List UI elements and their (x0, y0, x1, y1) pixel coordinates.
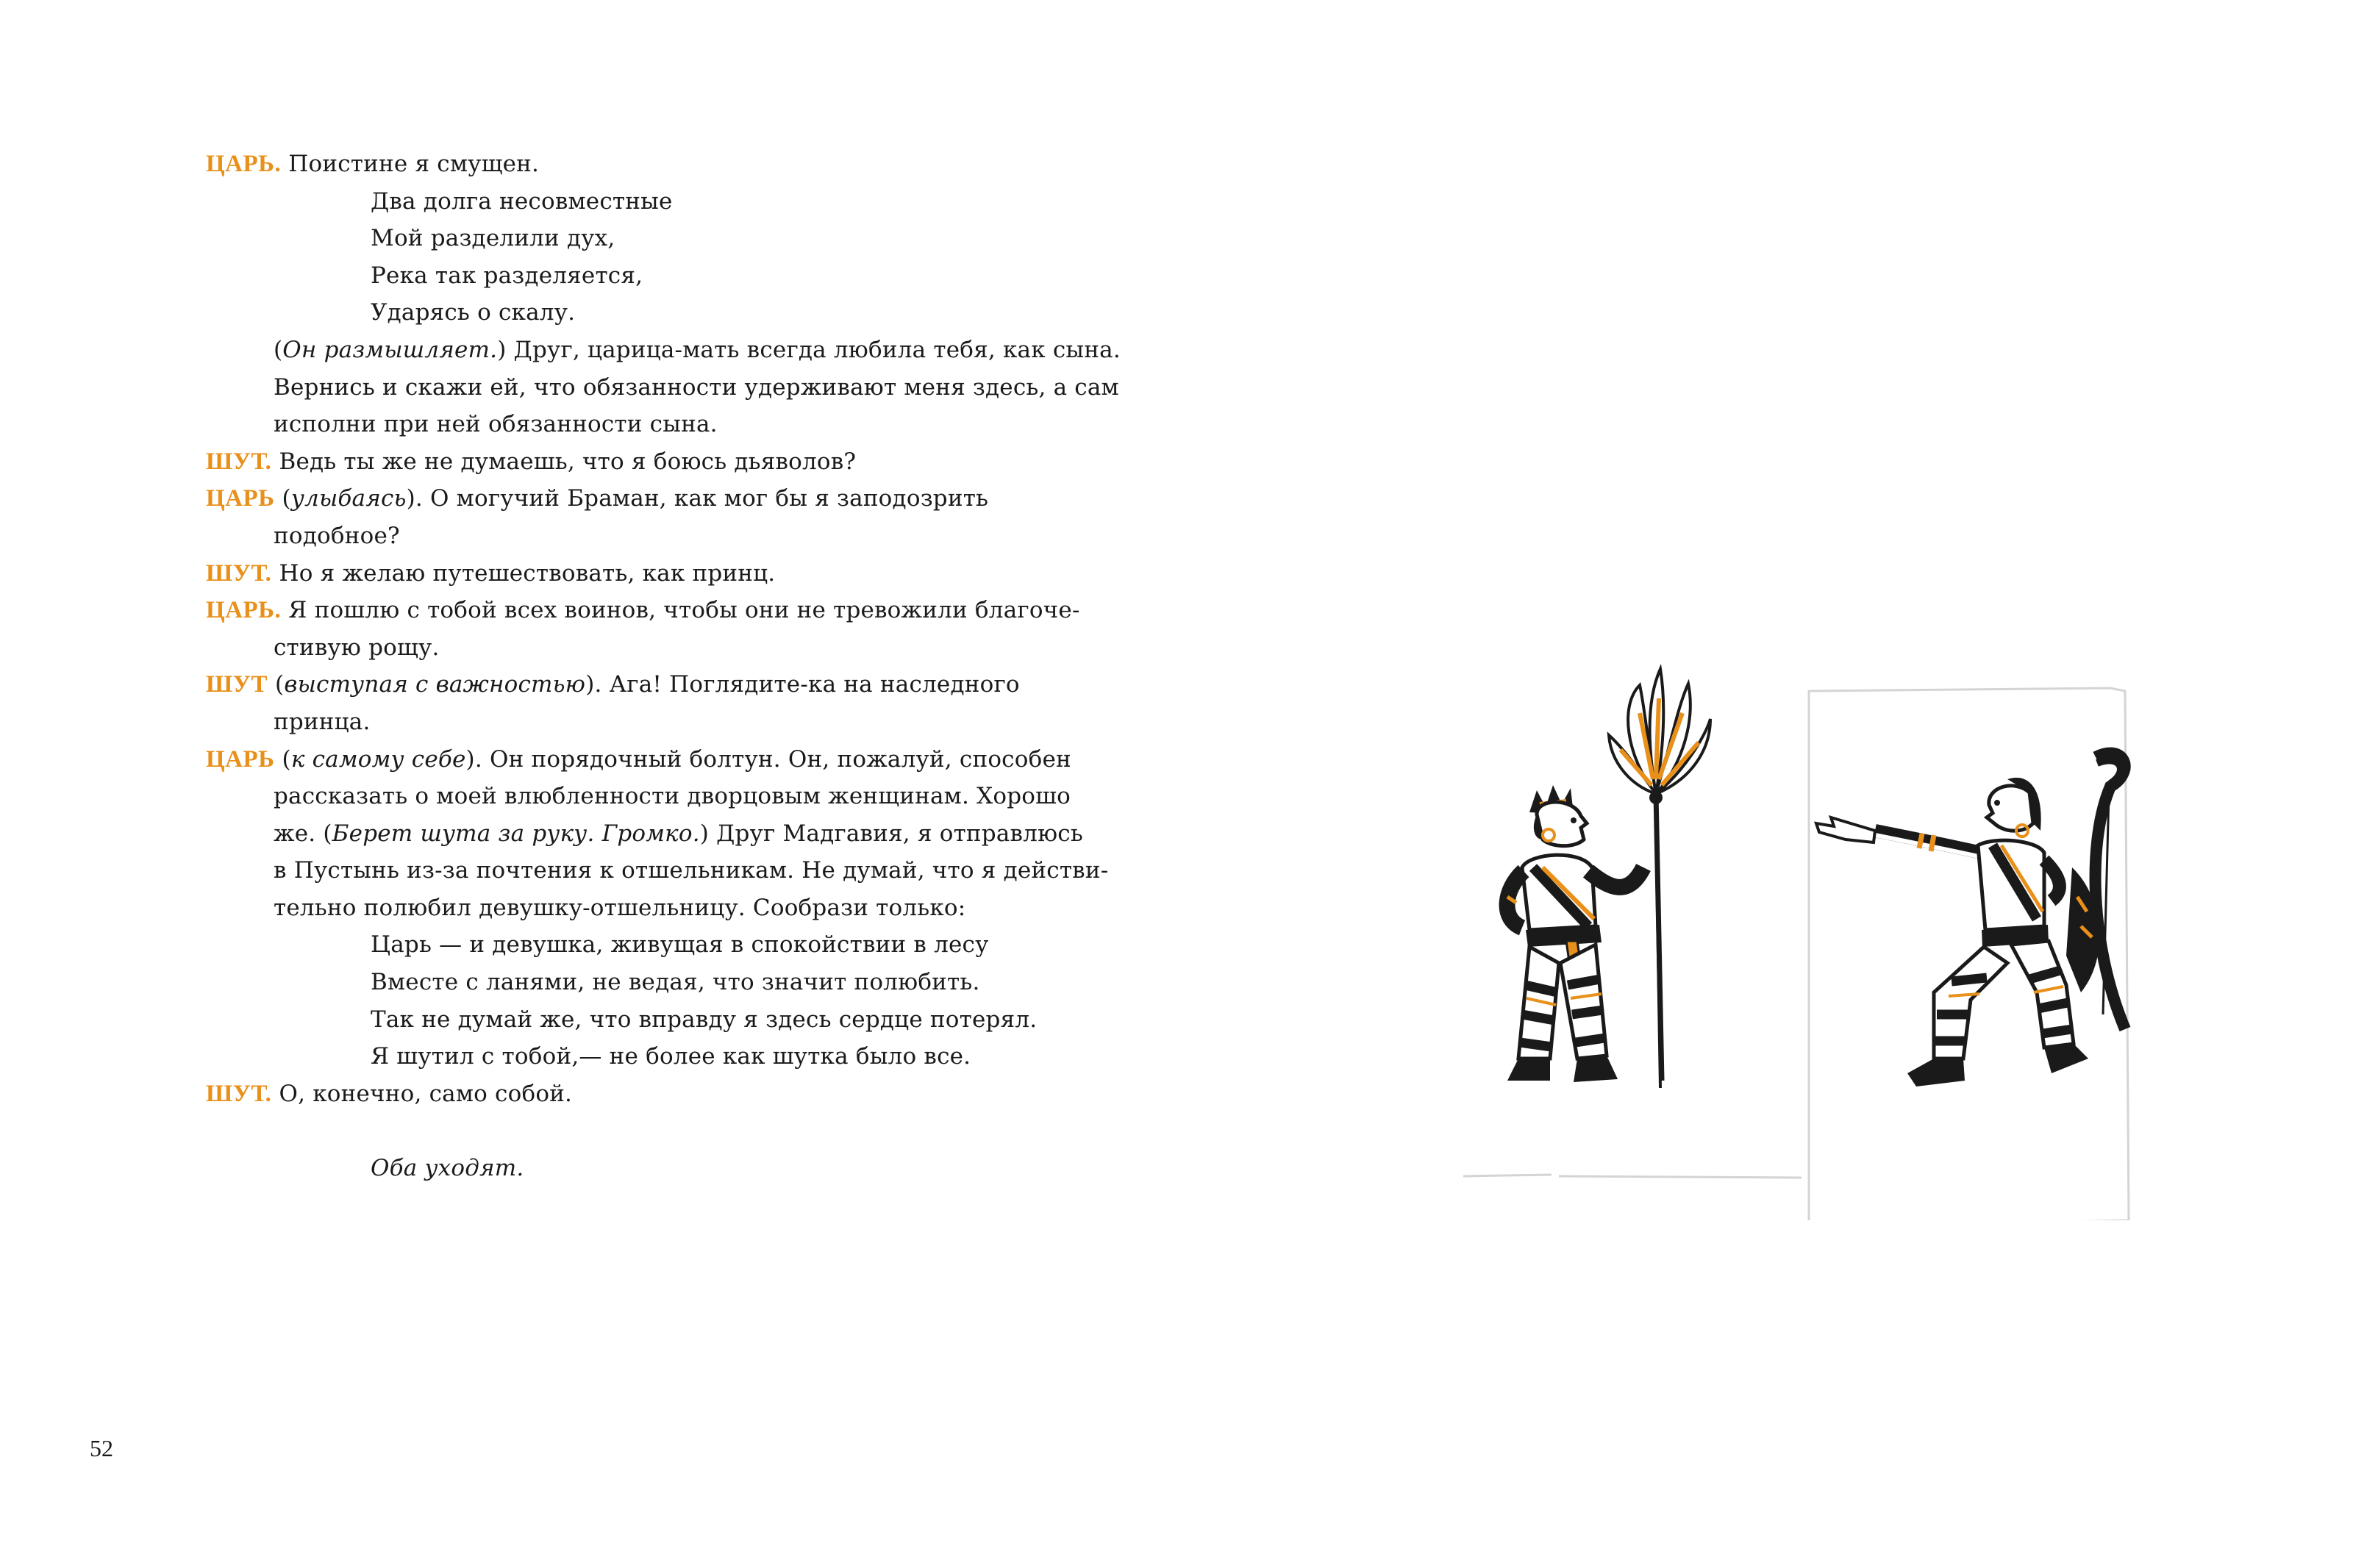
speaker-name: ШУТ. (206, 559, 272, 587)
speaker-name: ШУТ (206, 671, 268, 698)
speaker-name: ШУТ. (206, 1080, 272, 1107)
continuation-line (206, 778, 1088, 815)
continuation-line (206, 852, 1109, 889)
continuation-line (206, 332, 1121, 369)
speech-text: тельно полюбил девушку-отшельницу. Сообрази только: (274, 894, 966, 921)
speech-line (206, 443, 1088, 481)
speaker-name: ЦАРЬ (206, 485, 275, 512)
stage-direction: выступая с важностью (284, 671, 586, 698)
illustration (1463, 647, 2191, 1220)
speech-text: принца. (274, 708, 371, 735)
speech-text: ( (274, 485, 291, 512)
stage-direction: улыбаясь (290, 485, 407, 512)
speech-text: Но я желаю путешествовать, как принц. (271, 559, 776, 587)
verse-line (206, 1001, 1088, 1039)
speaker-name: ЦАРЬ (206, 745, 275, 773)
speech-text: же. ( (274, 820, 332, 847)
verse-text: Ударясь о скалу. (371, 299, 576, 326)
speech-text: Ведь ты же не думаешь, что я боюсь дьяволов? (271, 448, 857, 475)
speech-text: ) Друг, царица-мать всегда любила тебя, как сына. (497, 336, 1121, 363)
stage-direction: к самому себе (290, 745, 466, 773)
verse-text: Мой разделили дух, (371, 225, 615, 252)
verse-line (206, 294, 1088, 332)
speech-line (206, 146, 1088, 183)
speaker-name: ШУТ. (206, 448, 272, 475)
speech-text: Я пошлю с тобой всех воинов, чтобы они не тревожили благоче- (281, 597, 1080, 624)
speech-text: исполни при ней обязанности сына. (274, 411, 718, 438)
verse-text: Так не думай же, что вправду я здесь сердце потерял. (371, 1006, 1038, 1033)
verse-line (206, 183, 1088, 221)
speaker-name: ЦАРЬ. (206, 597, 282, 624)
continuation-line (206, 889, 1088, 927)
speech-text: рассказать о моей влюбленности дворцовым женщинам. Хорошо (274, 783, 1071, 810)
speech-text: Поистине я смущен. (281, 151, 540, 177)
stage-direction: Берет шута за руку. Громко. (332, 820, 700, 847)
verse-text: Царь — и девушка, живущая в спокойствии в лесу (371, 931, 989, 959)
stage-direction: Оба уходят. (371, 1155, 524, 1182)
page-number: 52 (90, 1435, 113, 1461)
blank-line (206, 1112, 1088, 1150)
continuation-line (206, 704, 1088, 741)
exit-direction (206, 1150, 1088, 1187)
verse-line (206, 257, 1088, 295)
verse-line (206, 964, 1088, 1001)
king-figure (1507, 785, 1643, 1082)
verse-line (206, 220, 1088, 257)
verse-text: Я шутил с тобой,— не более как шутка было все. (371, 1043, 971, 1070)
speech-text: ( (267, 671, 285, 698)
verse-line (206, 1038, 1088, 1075)
verse-line (206, 926, 1088, 964)
speech-line (206, 1075, 1088, 1113)
speech-text: ) Друг Мадгавия, я отправлюсь (699, 820, 1083, 847)
speech-text: Вернись и скажи ей, что обязанности удерживают меня здесь, а сам (274, 373, 1119, 401)
archer-figure (1816, 778, 2088, 1086)
speech-line (206, 480, 1088, 518)
play-text (206, 146, 1121, 1187)
speech-line (206, 555, 1088, 593)
verse-text: Вместе с ланями, не ведая, что значит полюбить. (371, 969, 980, 996)
speech-text: О, конечно, само собой. (271, 1080, 573, 1107)
speech-text: подобное? (274, 522, 400, 549)
speech-text: в Пустынь из-за почтения к отшельникам. Не думай, что я действи- (274, 857, 1109, 884)
speech-text: ). Он порядочный болтун. Он, пожалуй, способен (465, 745, 1071, 773)
verse-text: Река так разделяется, (371, 262, 643, 289)
continuation-line (206, 369, 1119, 407)
continuation-line (206, 815, 1088, 853)
speech-text: ( (274, 745, 291, 773)
stage-direction: Он размышляет. (282, 336, 498, 363)
speech-text: стивую рощу. (274, 634, 440, 661)
speech-text: ( (274, 336, 283, 363)
speech-line (206, 666, 1088, 704)
bow-icon (2066, 753, 2125, 1029)
continuation-line (206, 406, 1088, 443)
continuation-line (206, 629, 1088, 667)
speech-text: ). О могучий Браман, как мог бы я заподозрить (406, 485, 989, 512)
continuation-line (206, 518, 1088, 555)
speaker-name: ЦАРЬ. (206, 151, 282, 177)
verse-text: Два долга несовместные (371, 187, 673, 215)
speech-line (206, 592, 1088, 629)
speech-text: ). Ага! Поглядите-ка на наследного (585, 671, 1020, 698)
speech-line (206, 741, 1088, 778)
